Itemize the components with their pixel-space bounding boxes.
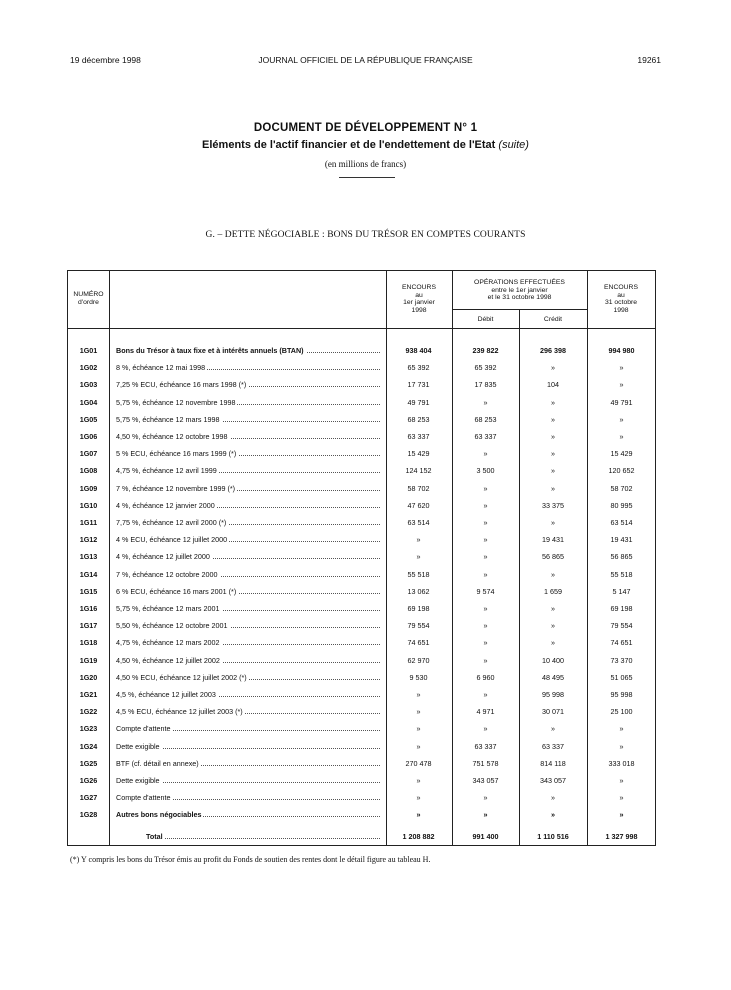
table-row: [68, 600, 655, 617]
row-encours-start: 15 429: [407, 449, 430, 459]
row-encours-start: 938 404: [405, 346, 432, 355]
row-label-text: Autres bons négociables: [116, 810, 202, 820]
row-debit: »: [483, 810, 488, 820]
row-label: [116, 346, 380, 355]
row-label-text: 4,5 %, échéance 12 juillet 2003: [116, 690, 216, 699]
row-code: 1G02: [79, 363, 98, 373]
total-row: [68, 828, 655, 845]
row-credit: »: [551, 621, 555, 631]
row-code: 1G21: [79, 690, 98, 699]
table-row: [68, 497, 655, 514]
row-code: 1G17: [79, 621, 98, 631]
row-label-text: 4 %, échéance 12 janvier 2000: [116, 500, 215, 510]
table-row: [68, 686, 655, 703]
row-credit: »: [551, 483, 555, 493]
row-encours-start: 55 518: [407, 569, 430, 579]
debt-table: [67, 270, 656, 846]
row-encours-end: 73 370: [610, 655, 633, 665]
row-label-text: 6 % ECU, échéance 16 mars 2001 (*): [116, 586, 237, 596]
header-encours-start-3: 1er janvier: [403, 299, 435, 306]
row-credit: 30 071: [542, 707, 564, 717]
row-encours-start: 17 731: [407, 380, 430, 390]
table-row: [68, 566, 655, 583]
row-label: [116, 432, 380, 441]
table-row: [68, 669, 655, 686]
row-label: [116, 621, 380, 630]
row-label-text: BTF (cf. détail en annexe): [116, 758, 199, 768]
row-code: 1G26: [79, 776, 98, 785]
row-encours-end: »: [619, 776, 624, 785]
header-encours-start-1: ENCOURS: [402, 284, 436, 291]
row-label-text: 4 %, échéance 12 juillet 2000: [116, 552, 210, 562]
row-label: [116, 552, 380, 561]
row-encours-start: »: [416, 690, 421, 699]
row-credit: »: [551, 724, 555, 734]
row-credit: »: [551, 638, 555, 648]
row-encours-start: 79 554: [407, 621, 430, 631]
row-debit: 343 057: [472, 776, 499, 785]
row-credit: »: [551, 569, 555, 579]
header-encours-start-2: au: [415, 291, 423, 299]
row-label: [116, 810, 380, 819]
row-credit: 1 659: [544, 586, 562, 596]
row-encours-start: »: [416, 776, 421, 785]
row-label: [116, 638, 380, 647]
row-credit: »: [551, 414, 555, 424]
row-encours-start: »: [416, 707, 421, 717]
total-debit: 991 400: [472, 831, 499, 841]
row-debit: 65 392: [474, 363, 497, 373]
header-operations-3: et le 31 octobre 1998: [487, 294, 552, 301]
header-encours-end-4: 1998: [613, 306, 629, 314]
row-label-text: Bons du Trésor à taux fixe et à intérêts annuels (BTAN): [116, 346, 304, 355]
row-credit: 63 337: [542, 741, 564, 751]
row-code: 1G20: [79, 672, 98, 682]
row-encours-end: 95 998: [610, 690, 633, 699]
row-code: 1G22: [79, 707, 98, 717]
row-label-text: 5,75 %, échéance 12 novembre 1998: [116, 397, 236, 407]
row-encours-end: 80 995: [610, 500, 633, 510]
subtitle-suite: (suite): [498, 139, 529, 151]
row-label: [116, 570, 380, 579]
row-label-text: 5,75 %, échéance 12 mars 1998: [116, 414, 220, 424]
total-credit: 1 110 516: [537, 831, 569, 841]
row-label-text: 7 %, échéance 12 novembre 1999 (*): [116, 483, 236, 493]
table-row: [68, 376, 655, 393]
row-label: [116, 415, 380, 424]
total-label-text: Total: [116, 832, 165, 841]
row-encours-end: 63 514: [610, 518, 633, 527]
row-code: 1G14: [79, 569, 98, 579]
row-debit: 68 253: [474, 414, 497, 424]
header-encours-end-1: ENCOURS: [604, 284, 638, 291]
row-debit: »: [483, 449, 488, 459]
section-title: G. – DETTE NÉGOCIABLE : BONS DU TRÉSOR EN COMPTES COURANTS: [205, 230, 526, 240]
row-credit: 95 998: [542, 690, 564, 699]
header-encours-end-3: 31 octobre: [604, 299, 638, 306]
row-debit: »: [483, 690, 488, 699]
row-label: [116, 380, 380, 389]
row-label: [116, 776, 380, 785]
row-label-text: 8 %, échéance 12 mai 1998: [116, 363, 206, 373]
row-label: [116, 793, 380, 802]
row-label: [116, 604, 380, 613]
row-label: [116, 398, 380, 407]
table-row: [68, 394, 655, 411]
row-encours-end: »: [619, 414, 624, 424]
table-row: [68, 531, 655, 548]
row-label: [116, 673, 380, 682]
row-label-text: 4,75 %, échéance 12 mars 2002: [116, 638, 220, 648]
header-encours-start: [386, 284, 452, 314]
header-divider: [68, 328, 655, 329]
row-label-text: 4,5 % ECU, échéance 12 juillet 2003 (*): [116, 707, 243, 717]
row-encours-end: 25 100: [610, 707, 633, 717]
row-label-text: 5,50 %, échéance 12 octobre 2001: [116, 621, 228, 631]
header-journal-title: JOURNAL OFFICIEL DE LA RÉPUBLIQUE FRANÇAISE: [258, 55, 473, 65]
table-row: [68, 411, 655, 428]
row-label-text: Compte d'attente: [116, 793, 171, 803]
row-encours-start: 62 970: [407, 655, 430, 665]
row-encours-start: »: [416, 724, 421, 734]
row-code: 1G25: [79, 758, 98, 768]
row-code: 1G10: [79, 500, 98, 510]
row-credit: »: [551, 466, 555, 476]
row-divider: [452, 309, 587, 310]
row-encours-end: 994 980: [608, 346, 635, 355]
table-row: [68, 428, 655, 445]
row-debit: »: [483, 655, 488, 665]
row-code: 1G24: [79, 741, 98, 751]
row-label-text: 7,25 % ECU, échéance 16 mars 1998 (*): [116, 380, 247, 390]
title-divider: [339, 177, 395, 178]
row-code: 1G13: [79, 552, 98, 562]
subtitle-text: Eléments de l'actif financier et de l'endettement de l'Etat: [202, 139, 496, 151]
row-credit: 33 375: [542, 500, 564, 510]
row-code: 1G12: [79, 535, 98, 545]
row-debit: 751 578: [472, 758, 499, 768]
row-encours-start: 13 062: [407, 586, 430, 596]
row-code: 1G03: [79, 380, 98, 390]
header-numero: [68, 291, 109, 306]
row-label: [116, 535, 380, 544]
row-encours-end: »: [619, 741, 624, 751]
row-encours-end: 69 198: [610, 604, 633, 613]
table-row: [68, 342, 655, 359]
table-row: [68, 514, 655, 531]
row-label-text: 7,75 %, échéance 12 avril 2000 (*): [116, 518, 227, 527]
row-credit: 104: [547, 380, 559, 390]
table-row: [68, 738, 655, 755]
row-label: [116, 363, 380, 372]
row-debit: »: [483, 638, 488, 648]
row-code: 1G06: [79, 432, 98, 441]
units-note: (en millions de francs): [324, 159, 407, 169]
header-operations: [452, 279, 587, 302]
table-row: [68, 462, 655, 479]
row-encours-end: 120 652: [608, 466, 635, 476]
row-label-text: 4,50 %, échéance 12 juillet 2002: [116, 655, 220, 665]
row-encours-start: 124 152: [405, 466, 432, 476]
header-credit: Crédit: [543, 316, 563, 323]
row-debit: 3 500: [476, 466, 495, 476]
header-encours-end: [587, 284, 655, 314]
document-subtitle: [0, 139, 731, 151]
row-credit: 814 118: [540, 758, 566, 768]
header-encours-start-4: 1998: [411, 306, 427, 314]
row-debit: »: [483, 793, 488, 803]
row-credit: »: [551, 810, 555, 820]
document-title: DOCUMENT DE DÉVELOPPEMENT N° 1: [253, 122, 478, 134]
row-encours-start: 58 702: [407, 483, 430, 493]
row-label-text: 4,75 %, échéance 12 avril 1999: [116, 466, 217, 476]
table-row: [68, 359, 655, 376]
header-numero-line1: NUMÉRO: [73, 291, 104, 298]
row-debit: 63 337: [474, 741, 497, 751]
header-operations-1: OPÉRATIONS EFFECTUÉES: [474, 279, 565, 286]
row-code: 1G23: [79, 724, 98, 734]
row-debit: »: [483, 483, 488, 493]
row-label-text: 4,50 % ECU, échéance 12 juillet 2002 (*): [116, 672, 247, 682]
row-encours-end: 49 791: [610, 397, 633, 407]
row-encours-end: »: [619, 810, 624, 820]
total-label: [116, 832, 380, 841]
row-encours-start: »: [416, 793, 421, 803]
row-encours-start: »: [416, 552, 421, 562]
row-label: [116, 724, 380, 733]
row-label-text: 5,75 %, échéance 12 mars 2001: [116, 604, 220, 613]
row-label: [116, 484, 380, 493]
row-credit: »: [551, 449, 555, 459]
row-code: 1G01: [79, 346, 98, 355]
row-label-text: Compte d'attente: [116, 724, 171, 734]
row-credit: »: [551, 518, 555, 527]
row-encours-end: 74 651: [610, 638, 633, 648]
row-encours-end: 15 429: [610, 449, 633, 459]
row-encours-start: »: [416, 535, 421, 545]
row-encours-end: »: [619, 432, 624, 441]
row-code: 1G09: [79, 483, 98, 493]
row-credit: 10 400: [542, 655, 564, 665]
row-debit: »: [483, 604, 488, 613]
row-label: [116, 707, 380, 716]
row-label-text: 4 % ECU, échéance 12 juillet 2000: [116, 535, 228, 545]
row-credit: »: [551, 604, 555, 613]
row-code: 1G04: [79, 397, 98, 407]
header-encours-end-2: au: [617, 291, 625, 299]
row-label: [116, 449, 380, 458]
table-row: [68, 548, 655, 565]
table-row: [68, 789, 655, 806]
row-debit: 6 960: [476, 672, 495, 682]
row-credit: 56 865: [542, 552, 564, 562]
row-label: [116, 690, 380, 699]
row-label: [116, 518, 380, 527]
row-debit: »: [483, 500, 488, 510]
row-encours-end: 79 554: [610, 621, 633, 631]
table-row: [68, 806, 655, 823]
row-encours-start: 68 253: [407, 414, 430, 424]
row-debit: »: [483, 397, 488, 407]
row-debit: 63 337: [474, 432, 497, 441]
row-credit: 343 057: [540, 776, 566, 785]
row-label: [116, 587, 380, 596]
row-code: 1G28: [79, 810, 98, 820]
row-encours-start: 74 651: [407, 638, 430, 648]
row-encours-start: 65 392: [407, 363, 430, 373]
row-debit: 9 574: [476, 586, 495, 596]
row-encours-end: 58 702: [610, 483, 633, 493]
row-code: 1G27: [79, 793, 98, 803]
row-credit: 48 495: [542, 672, 564, 682]
row-code: 1G07: [79, 449, 98, 459]
table-row: [68, 583, 655, 600]
row-label: [116, 656, 380, 665]
row-encours-end: »: [619, 724, 624, 734]
row-encours-end: 333 018: [608, 758, 635, 768]
row-encours-start: »: [416, 741, 421, 751]
row-encours-start: 63 337: [407, 432, 430, 441]
row-encours-end: »: [619, 363, 624, 373]
row-encours-start: 270 478: [405, 758, 432, 768]
row-debit: »: [483, 724, 488, 734]
footnote: (*) Y compris les bons du Trésor émis au profit du Fonds de soutien des rentes dont le détail figure au tableau H.: [70, 855, 431, 864]
row-encours-start: 9 530: [409, 672, 428, 682]
row-encours-end: »: [619, 793, 624, 803]
total-encours-start: 1 208 882: [402, 831, 435, 841]
row-debit: »: [483, 518, 488, 527]
row-debit: »: [483, 535, 488, 545]
header-debit: Débit: [477, 316, 494, 323]
row-code: 1G18: [79, 638, 98, 648]
row-debit: »: [483, 569, 488, 579]
row-code: 1G15: [79, 586, 98, 596]
row-code: 1G19: [79, 655, 98, 665]
row-encours-end: »: [619, 380, 624, 390]
row-encours-end: 5 147: [612, 586, 631, 596]
table-row: [68, 772, 655, 789]
header-page-number: 19261: [637, 55, 661, 65]
table-row: [68, 720, 655, 737]
row-credit: »: [551, 397, 555, 407]
header-numero-line2: d'ordre: [78, 298, 99, 306]
row-label-text: 4,50 %, échéance 12 octobre 1998: [116, 432, 228, 441]
row-code: 1G05: [79, 414, 98, 424]
row-code: 1G11: [79, 518, 98, 527]
row-debit: 17 835: [474, 380, 497, 390]
table-row: [68, 755, 655, 772]
row-encours-start: 63 514: [407, 518, 430, 527]
header-date: 19 décembre 1998: [70, 55, 141, 65]
row-credit: 19 431: [542, 535, 564, 545]
table-row: [68, 617, 655, 634]
row-label: [116, 466, 380, 475]
row-encours-end: 19 431: [610, 535, 633, 545]
table-row: [68, 634, 655, 651]
table-row: [68, 703, 655, 720]
row-debit: 4 971: [476, 707, 495, 717]
row-encours-start: 69 198: [407, 604, 430, 613]
row-code: 1G08: [79, 466, 98, 476]
row-encours-start: 47 620: [407, 500, 430, 510]
row-label-text: 5 % ECU, échéance 16 mars 1999 (*): [116, 449, 237, 459]
table-row: [68, 445, 655, 462]
row-encours-end: 51 065: [610, 672, 633, 682]
row-label: [116, 759, 380, 768]
row-encours-end: 55 518: [610, 569, 633, 579]
table-row: [68, 480, 655, 497]
row-credit: 296 398: [540, 346, 566, 355]
header-operations-2: entre le 1er janvier: [491, 286, 548, 294]
table-row: [68, 652, 655, 669]
row-debit: »: [483, 552, 488, 562]
row-debit: 239 822: [472, 346, 499, 355]
row-credit: »: [551, 432, 555, 441]
row-encours-start: 49 791: [407, 397, 430, 407]
row-label-text: 7 %, échéance 12 octobre 2000: [116, 569, 218, 579]
row-label-text: Dette exigible: [116, 741, 160, 751]
row-label: [116, 742, 380, 751]
row-code: 1G16: [79, 604, 98, 613]
total-encours-end: 1 327 998: [605, 831, 638, 841]
row-label-text: Dette exigible: [116, 776, 160, 785]
row-encours-end: 56 865: [610, 552, 633, 562]
row-label: [116, 501, 380, 510]
row-credit: »: [551, 363, 555, 373]
row-credit: »: [551, 793, 555, 803]
row-debit: »: [483, 621, 488, 631]
row-encours-start: »: [416, 810, 421, 820]
